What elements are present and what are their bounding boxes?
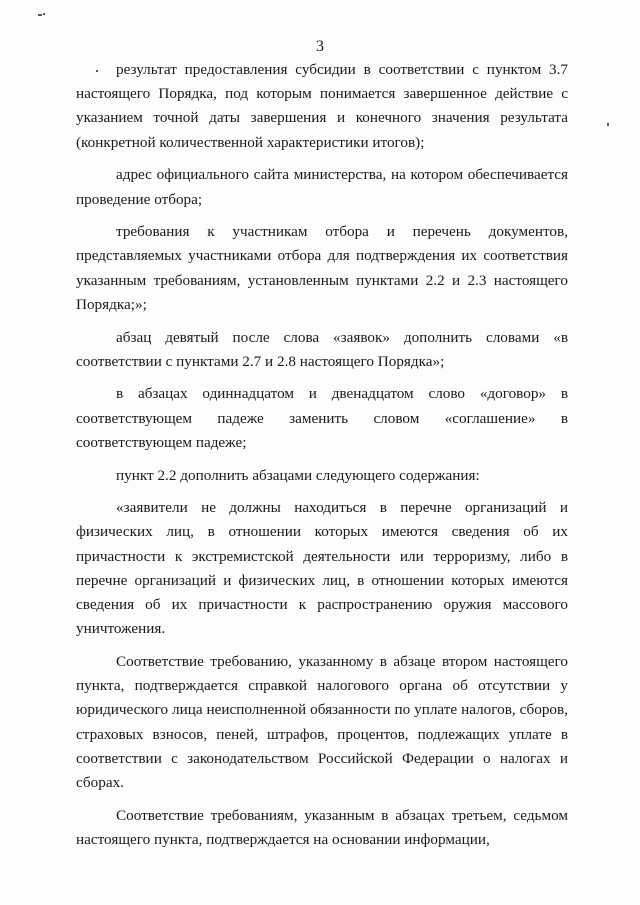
document-body	[76, 58, 568, 861]
paragraph: Соответствие требованию, указанному в абзаце втором настоящего пункта, подтверждается справкой налогового органа об отсутствии у юридического лица неисполненной обязанности по уплате налогов, сборов, страховых взносов, пеней, штрафов, процентов, подлежащих уплате в соответствии с законодательством Российской Федерации о налогах и сборах.	[76, 652, 568, 791]
paragraph: адрес официального сайта министерства, на котором обеспечивается проведение отбора;	[76, 166, 568, 208]
paragraph: Соответствие требованиям, указанным в абзацах третьем, седьмом настоящего пункта, подтверждается на основании информации,	[76, 806, 568, 848]
scan-artifact-mark	[38, 14, 42, 16]
page-number: 3	[316, 38, 324, 55]
paragraph: в абзацах одиннадцатом и двенадцатом слово «договор» в соответствующем падеже заменить словом «соглашение» в соответствующем падеже;	[76, 385, 568, 451]
paragraph: пункт 2.2 дополнить абзацами следующего содержания:	[116, 466, 480, 484]
paragraph: «заявители не должны находиться в перечне организаций и физических лиц, в отношении которых имеются сведения об их причастности к экстремистской деятельности или терроризму, либо в перечне организаций и физических лиц, в отношении которых имеются сведения об их причастности к распространению оружия массового уничтожения.	[76, 499, 568, 638]
scan-artifact-mark	[43, 13, 45, 15]
paragraph: требования к участникам отбора и перечень документов, представляемых участниками отбора для подтверждения их соответствия указанным требованиям, установленным пунктами 2.2 и 2.3 настоящего Порядка;»;	[76, 223, 568, 313]
paragraph: результат предоставления субсидии в соответствии с пунктом 3.7 настоящего Порядка, под которым понимается завершенное действие с указанием точной даты завершения и конечного значения результата (конкретной количественной характеристики итогов);	[76, 61, 568, 151]
paragraph: абзац девятый после слова «заявок» дополнить словами «в соответствии с пунктами 2.7 и 2.8 настоящего Порядка»;	[76, 328, 568, 370]
scan-artifact-mark	[607, 123, 609, 126]
